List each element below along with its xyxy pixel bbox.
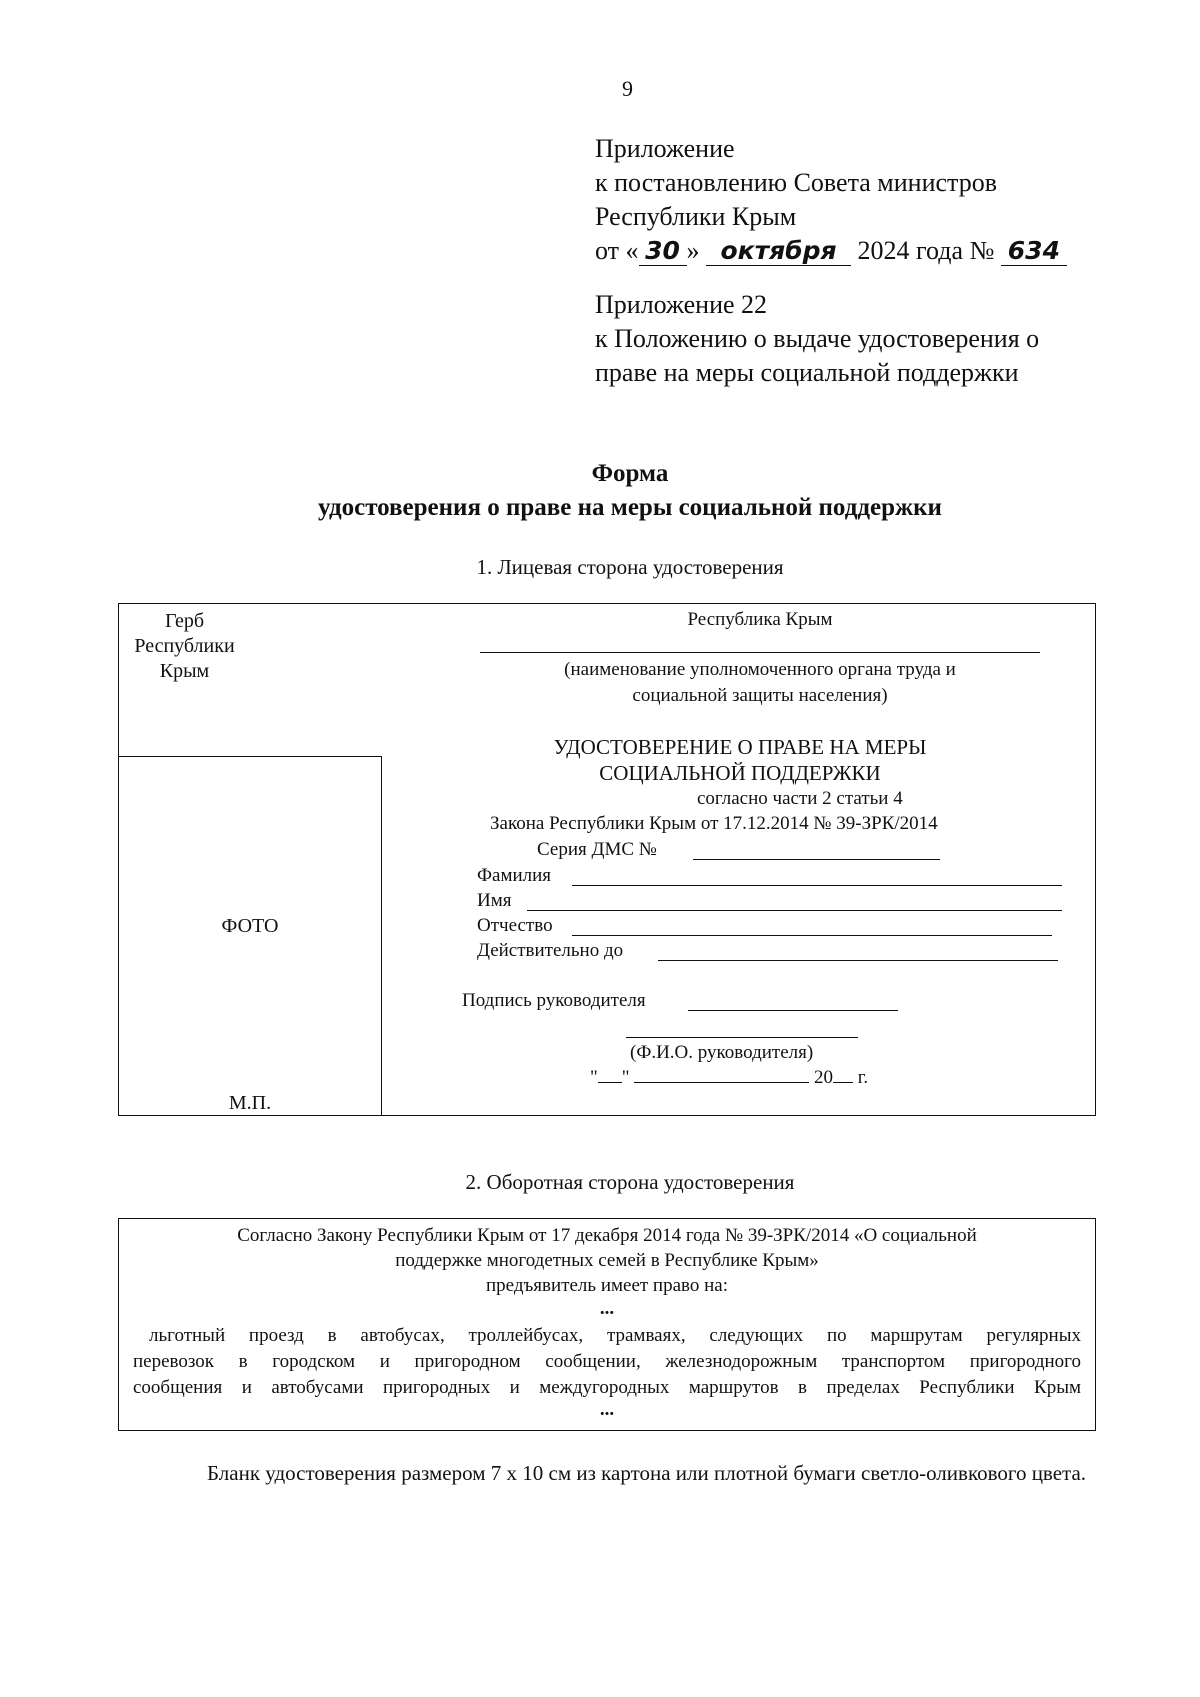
photo-label: ФОТО bbox=[221, 915, 279, 937]
issue-day-blank bbox=[598, 1082, 622, 1083]
issue-date-line bbox=[590, 1066, 890, 1090]
benefit-line-1: льготный проезд в автобусах, троллейбусах, трамваях, следующих по маршрутам регулярных bbox=[149, 1325, 1081, 1346]
manager-fio-caption: (Ф.И.О. руководителя) bbox=[630, 1042, 814, 1063]
legal-basis-1: согласно части 2 статьи 4 bbox=[697, 788, 903, 809]
issue-year-blank bbox=[833, 1082, 853, 1083]
date-day-handwritten: 30 bbox=[639, 237, 687, 266]
appendix-sub-line-2: к Положению о выдаче удостоверения о bbox=[595, 324, 1040, 353]
legal-basis-2: Закона Республики Крым от 17.12.2014 № 39-ЗРК/2014 bbox=[490, 813, 938, 834]
back-ellipsis-bottom: ... bbox=[599, 1399, 615, 1420]
name-label: Имя bbox=[477, 890, 512, 911]
signature-field bbox=[688, 1010, 898, 1011]
date-open-quote: " bbox=[590, 1067, 598, 1088]
back-rights-intro: предъявитель имеет право на: bbox=[485, 1275, 729, 1296]
back-ellipsis-top: ... bbox=[599, 1298, 615, 1319]
republic-name: Республика Крым bbox=[687, 609, 833, 630]
document-title-2: СОЦИАЛЬНОЙ ПОДДЕРЖКИ bbox=[599, 761, 881, 785]
valid-until-label: Действительно до bbox=[477, 940, 624, 961]
appendix-date-line bbox=[595, 234, 1067, 268]
form-subtitle: удостоверения о праве на меры социальной поддержки bbox=[318, 494, 942, 521]
date-month-handwritten: октября bbox=[706, 237, 851, 266]
surname-field bbox=[572, 885, 1062, 886]
authority-name-line bbox=[480, 652, 1040, 653]
series-label: Серия ДМС № bbox=[537, 839, 657, 860]
issue-month-blank bbox=[634, 1082, 809, 1083]
front-side-label: 1. Лицевая сторона удостоверения bbox=[476, 555, 784, 579]
authority-caption-2: социальной защиты населения) bbox=[632, 685, 888, 706]
issue-year-suffix: г. bbox=[857, 1067, 869, 1088]
emblem-label bbox=[122, 609, 247, 684]
date-suffix: 2024 года № bbox=[857, 236, 995, 265]
appendix-header bbox=[595, 132, 1067, 390]
page-number: 9 bbox=[622, 76, 633, 101]
stamp-label: М.П. bbox=[228, 1092, 272, 1114]
form-title: Форма bbox=[591, 460, 669, 487]
appendix-sub-line-1: Приложение 22 bbox=[595, 290, 768, 319]
issue-year-prefix: 20 bbox=[814, 1067, 834, 1088]
patronymic-label: Отчество bbox=[477, 915, 553, 936]
patronymic-field bbox=[572, 935, 1052, 936]
date-mid: » bbox=[686, 236, 700, 265]
valid-until-field bbox=[658, 960, 1058, 961]
series-number-line bbox=[693, 859, 940, 860]
appendix-sub-line-3: праве на меры социальной поддержки bbox=[595, 358, 1019, 387]
manager-fio-line bbox=[626, 1037, 858, 1038]
appendix-line-2: к постановлению Совета министров bbox=[595, 168, 997, 197]
back-law-line-2: поддержке многодетных семей в Республике Крым» bbox=[395, 1250, 819, 1271]
surname-label: Фамилия bbox=[477, 865, 552, 886]
name-field bbox=[527, 910, 1062, 911]
appendix-line-1: Приложение bbox=[595, 134, 735, 163]
emblem-line-1: Герб bbox=[164, 610, 205, 632]
back-side-label: 2. Оборотная сторона удостоверения bbox=[465, 1170, 795, 1194]
signature-label: Подпись руководителя bbox=[462, 990, 646, 1011]
authority-caption-1: (наименование уполномоченного органа труда и bbox=[564, 659, 956, 680]
benefit-line-2: перевозок в городском и пригородном сообщении, железнодорожным транспортом пригородного bbox=[133, 1351, 1081, 1372]
date-close-quote: " bbox=[621, 1067, 630, 1088]
decree-number-handwritten: 634 bbox=[1001, 237, 1067, 266]
emblem-line-2: Республики bbox=[134, 635, 235, 657]
benefit-line-3: сообщения и автобусами пригородных и междугородных маршрутов в пределах Республики Крым bbox=[133, 1377, 1081, 1398]
emblem-line-3: Крым bbox=[159, 660, 210, 682]
back-law-line-1: Согласно Закону Республики Крым от 17 декабря 2014 года № 39-ЗРК/2014 «О социальной bbox=[237, 1225, 977, 1246]
date-prefix: от « bbox=[595, 236, 639, 265]
appendix-line-3: Республики Крым bbox=[595, 202, 797, 231]
blank-specification-note: Бланк удостоверения размером 7 х 10 см из картона или плотной бумаги светло-оливкового цвета. bbox=[207, 1461, 1087, 1485]
document-title-1: УДОСТОВЕРЕНИЕ О ПРАВЕ НА МЕРЫ bbox=[553, 735, 927, 759]
